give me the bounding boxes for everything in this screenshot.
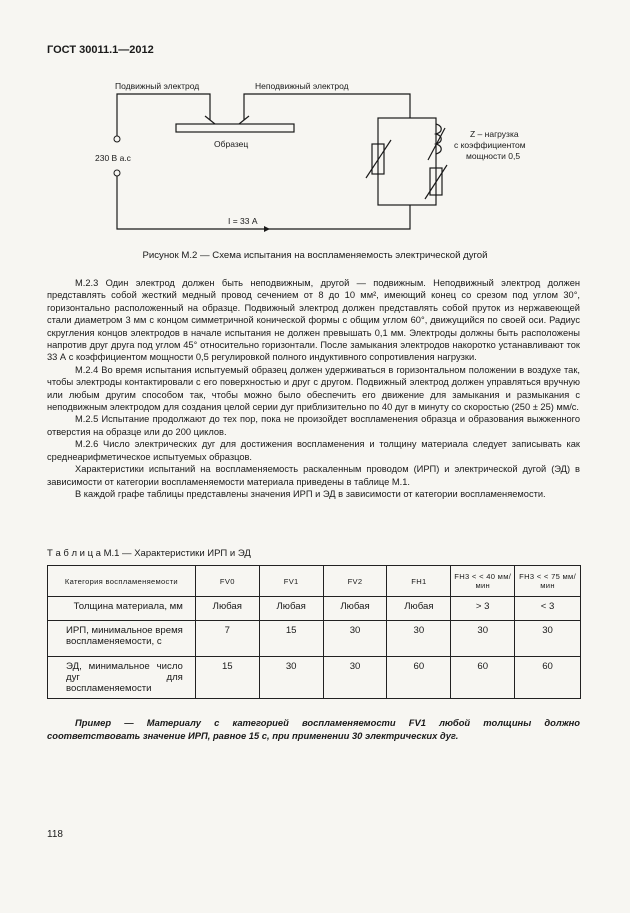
table-cell: 30 bbox=[259, 657, 323, 699]
table-cell: 30 bbox=[323, 621, 387, 657]
current-arrow bbox=[264, 226, 270, 232]
table-header-cell: FH3 < < 75 мм/мин bbox=[515, 566, 581, 597]
circuit-diagram bbox=[0, 0, 630, 245]
label-load-line-1: Z – нагрузка bbox=[470, 129, 519, 139]
table-cell: 60 bbox=[515, 657, 581, 699]
table-cell: 30 bbox=[451, 621, 515, 657]
page-number: 118 bbox=[47, 829, 63, 840]
table-row bbox=[48, 597, 581, 621]
row-label: Толщина материала, мм bbox=[48, 597, 196, 621]
label-sample: Образец bbox=[214, 139, 249, 149]
label-load-line-3: мощности 0,5 bbox=[466, 151, 521, 161]
characteristics-table bbox=[47, 565, 581, 699]
table-title: Т а б л и ц а М.1 — Характеристики ИРП и ЭД bbox=[47, 548, 251, 559]
document-header: ГОСТ 30011.1—2012 bbox=[47, 44, 154, 56]
table-cell: Любая bbox=[195, 597, 259, 621]
table-cell: 15 bbox=[259, 621, 323, 657]
table-cell: 30 bbox=[515, 621, 581, 657]
terminal-top bbox=[114, 136, 120, 142]
table-header-cell: Категория воспламеняемости bbox=[48, 566, 196, 597]
table-row bbox=[48, 657, 581, 699]
row-label: ИРП, минимальное время воспламеняемости, с bbox=[48, 621, 196, 657]
table-cell: 30 bbox=[387, 621, 451, 657]
paragraph-characteristics: Характеристики испытаний на воспламеняемость раскаленным проводом (ИРП) и электрической дугой (ЭД) в зависимости от категории воспламеняемости материала приведены в таблице М.1. bbox=[47, 464, 580, 487]
wire-fixed bbox=[244, 94, 410, 120]
table-cell: > 3 bbox=[451, 597, 515, 621]
table-cell: 30 bbox=[323, 657, 387, 699]
paragraph-m-2-6: М.2.6 Число электрических дуг для достижения воспламенения и толщину материала следует записывать как среднеарифметическое испытуемых образцов. bbox=[47, 439, 580, 462]
table-cell: Любая bbox=[259, 597, 323, 621]
table-header-cell: FV1 bbox=[259, 566, 323, 597]
paragraph-m-2-5: М.2.5 Испытание продолжают до тех пор, пока не произойдет воспламенения образца и образования выжженного отверстия на образце или до 200 циклов. bbox=[47, 414, 580, 437]
sample-plate bbox=[176, 124, 294, 132]
row-label: ЭД, минимальное число дуг для воспламеняемости bbox=[48, 657, 196, 699]
table-cell: Любая bbox=[387, 597, 451, 621]
table-header-cell: FV0 bbox=[195, 566, 259, 597]
table-cell: 60 bbox=[387, 657, 451, 699]
figure-caption: Рисунок М.2 — Схема испытания на воспламеняемость электрической дугой bbox=[142, 250, 488, 261]
label-load-line-2: с коэффициентом bbox=[454, 140, 526, 150]
body-text bbox=[47, 277, 580, 500]
table-cell: 7 bbox=[195, 621, 259, 657]
table-cell: < 3 bbox=[515, 597, 581, 621]
label-moving-electrode: Подвижный электрод bbox=[115, 81, 200, 91]
label-voltage: 230 В а.с bbox=[95, 153, 131, 163]
wire-bottom bbox=[117, 175, 410, 229]
table-header-row bbox=[48, 566, 581, 597]
table-row bbox=[48, 621, 581, 657]
table-header-cell: FV2 bbox=[323, 566, 387, 597]
table-cell: 60 bbox=[451, 657, 515, 699]
table-cell: 15 bbox=[195, 657, 259, 699]
terminal-bottom bbox=[114, 170, 120, 176]
example-note: Пример — Материалу с категорией воспламеняемости FV1 любой толщины должно соответствовать значение ИРП, равное 15 с, при применении 30 электрических дуг. bbox=[47, 717, 580, 741]
load-box bbox=[378, 118, 436, 205]
paragraph-m-2-3: М.2.3 Один электрод должен быть неподвижным, другой — подвижным. Неподвижный электрод должен представлять собой жесткий медный провод сечением от 8 до 10 мм², имеющий конец со срезом под углом 30°, горизонтально расположенный на образце. Подвижный электрод должен представлять собой пруток из нержавеющей стали диаметром 3 мм с концом симметричной конической формы с общим углом 60°, движущийся по своей оси. Радиус скругления концов электродов в начале испытания не должен превышать 0,1 мм. Электроды должны быть расположены напротив друг друга под углом 45° относительно горизонтали. После замыкания электродов накоротко устанавливают ток 33 А с коэффициентом мощности 0,5 регулировкой полного индуктивного сопротивления нагрузки. bbox=[47, 278, 580, 363]
table-cell: Любая bbox=[323, 597, 387, 621]
table-header-cell: FH1 bbox=[387, 566, 451, 597]
table-header-cell: FH3 < < 40 мм/мин bbox=[451, 566, 515, 597]
label-fixed-electrode: Неподвижный электрод bbox=[255, 81, 349, 91]
label-current: I = 33 А bbox=[228, 216, 258, 226]
wire-top bbox=[117, 94, 210, 136]
paragraph-m-2-4: М.2.4 Во время испытания испытуемый образец должен удерживаться в горизонтальном положении в воздухе так, чтобы электроды контактировали с его поверхностью и друг с другом. Подвижный электрод должен управляться вручную или любым другим способом так, чтобы можно было обеспечить его движение для замыкания и размыкания с неподвижным электродом для создания целой серии дуг приблизительно по 40 дуг в минуту со скоростью (250 ± 25) мм/с. bbox=[47, 364, 580, 413]
paragraph-table-note: В каждой графе таблицы представлены значения ИРП и ЭД в зависимости от категории воспламеняемости. bbox=[75, 488, 546, 499]
